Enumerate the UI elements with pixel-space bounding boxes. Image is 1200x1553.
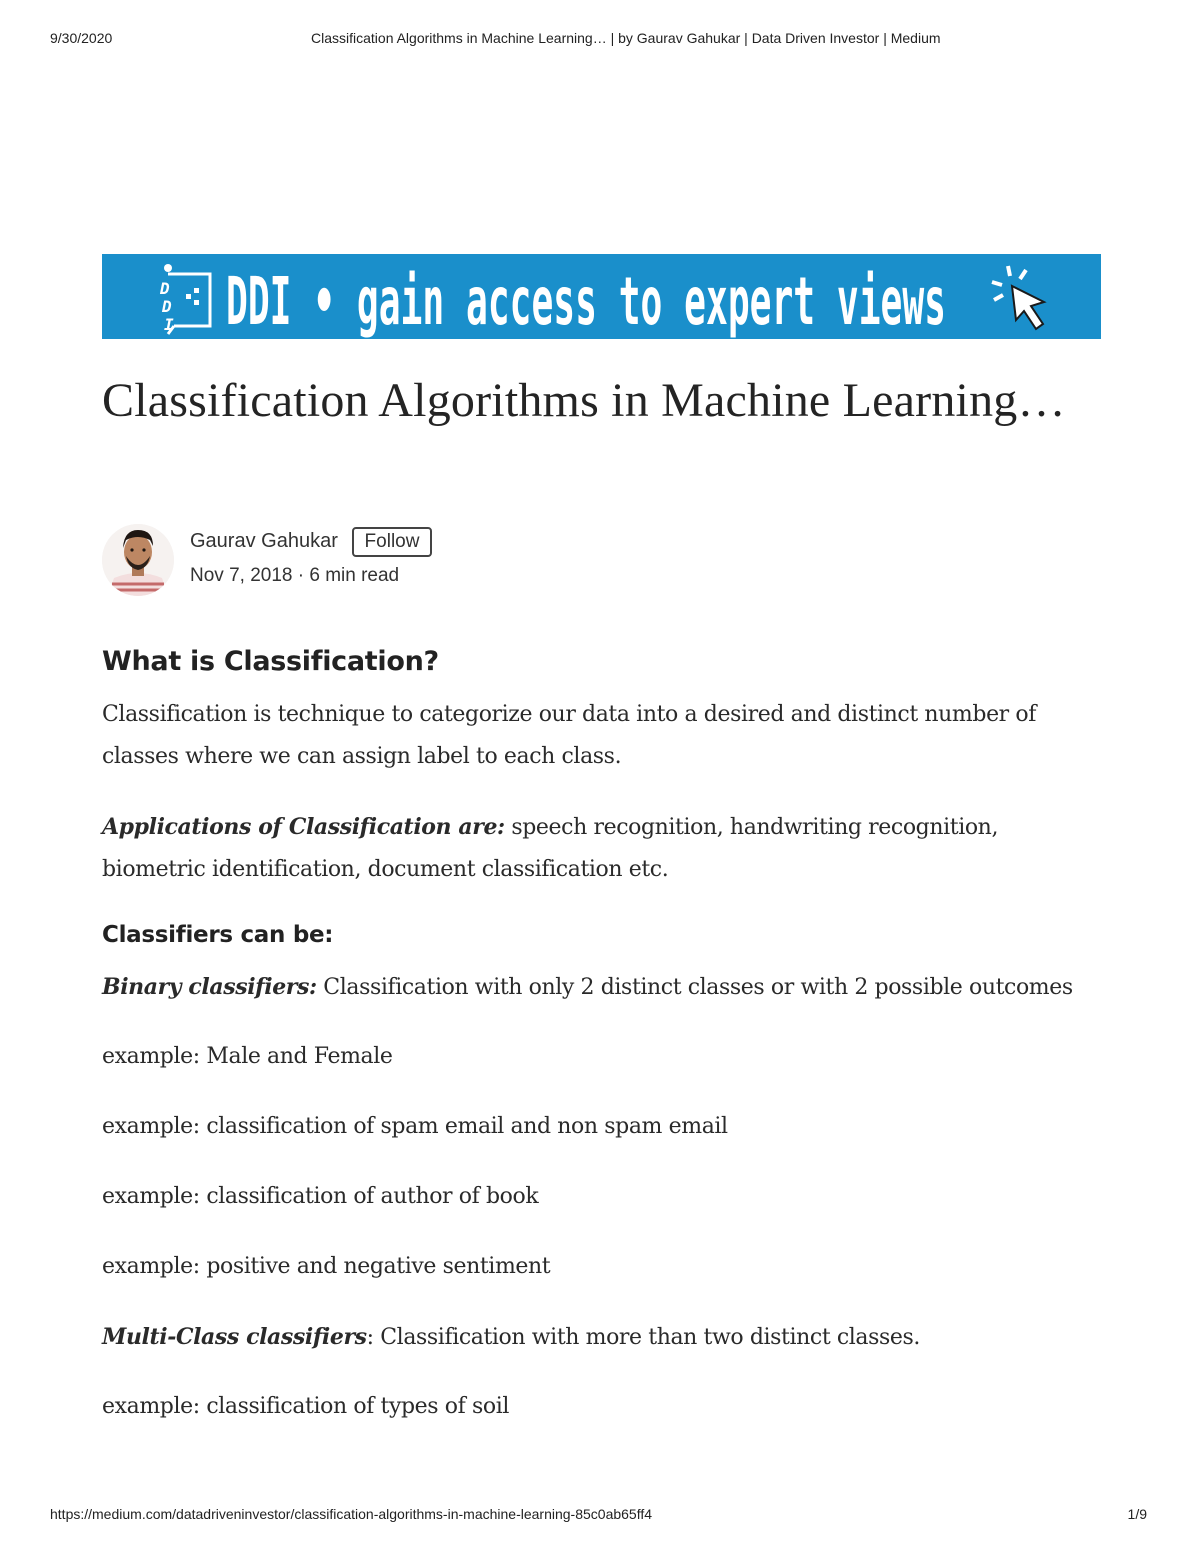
publish-date: Nov 7, 2018 bbox=[190, 565, 293, 586]
multiclass-label: Multi-Class classifiers bbox=[102, 1324, 367, 1350]
paragraph-multiclass bbox=[102, 1316, 1102, 1359]
applications-text: speech recognition, handwriting recognition, biometric identification, document classification etc. bbox=[102, 815, 999, 882]
paragraph-binary bbox=[102, 966, 1112, 1009]
applications-label: Applications of Classification are: bbox=[102, 814, 505, 840]
ddi-logo-icon bbox=[159, 264, 210, 334]
heading-what-is-classification: What is Classification? bbox=[102, 646, 439, 677]
print-date: 9/30/2020 bbox=[50, 30, 113, 46]
cursor-click-icon bbox=[992, 266, 1044, 329]
binary-label: Binary classifiers: bbox=[102, 974, 317, 1000]
heading-classifiers-can-be: Classifiers can be: bbox=[102, 922, 334, 948]
binary-example: example: Male and Female bbox=[102, 1044, 393, 1069]
svg-text:D: D bbox=[162, 297, 172, 316]
author-avatar[interactable] bbox=[102, 524, 174, 596]
multiclass-text: : Classification with more than two distinct classes. bbox=[366, 1325, 921, 1350]
binary-example: example: classification of author of book bbox=[102, 1184, 539, 1209]
svg-text:D: D bbox=[160, 279, 170, 298]
binary-example: example: positive and negative sentiment bbox=[102, 1254, 551, 1279]
binary-example: example: classification of spam email and non spam email bbox=[102, 1114, 728, 1139]
article-title: Classification Algorithms in Machine Learning… bbox=[102, 374, 1066, 427]
multiclass-example: example: classification of types of soil bbox=[102, 1394, 509, 1419]
print-header bbox=[50, 30, 1150, 50]
meta-separator: · bbox=[297, 565, 305, 586]
page-url[interactable]: https://medium.com/datadriveninvestor/classification-algorithms-in-machine-learning-85c0ab65ff4 bbox=[50, 1506, 653, 1522]
follow-button[interactable]: Follow bbox=[352, 527, 432, 557]
banner-text: DDI • gain access to expert views bbox=[226, 263, 946, 339]
binary-text: Classification with only 2 distinct classes or with 2 possible outcomes bbox=[316, 975, 1073, 1000]
paragraph-definition: Classification is technique to categorize our data into a desired and distinct number of classes where we can assign label to each class. bbox=[102, 702, 1036, 769]
paragraph-applications bbox=[102, 806, 1102, 891]
banner-graphic bbox=[102, 254, 1101, 339]
ddi-banner[interactable] bbox=[102, 254, 1101, 339]
print-page-title: Classification Algorithms in Machine Learning… | by Gaurav Gahukar | Data Driven Investor | Medium bbox=[311, 30, 941, 46]
read-time: 6 min read bbox=[309, 565, 400, 586]
author-avatar-icon bbox=[102, 524, 174, 596]
page-number: 1/9 bbox=[1127, 1506, 1147, 1522]
print-footer bbox=[50, 1506, 1150, 1526]
author-name[interactable]: Gaurav Gahukar bbox=[190, 530, 338, 552]
svg-text:I: I bbox=[164, 315, 174, 334]
article-meta bbox=[190, 565, 399, 587]
